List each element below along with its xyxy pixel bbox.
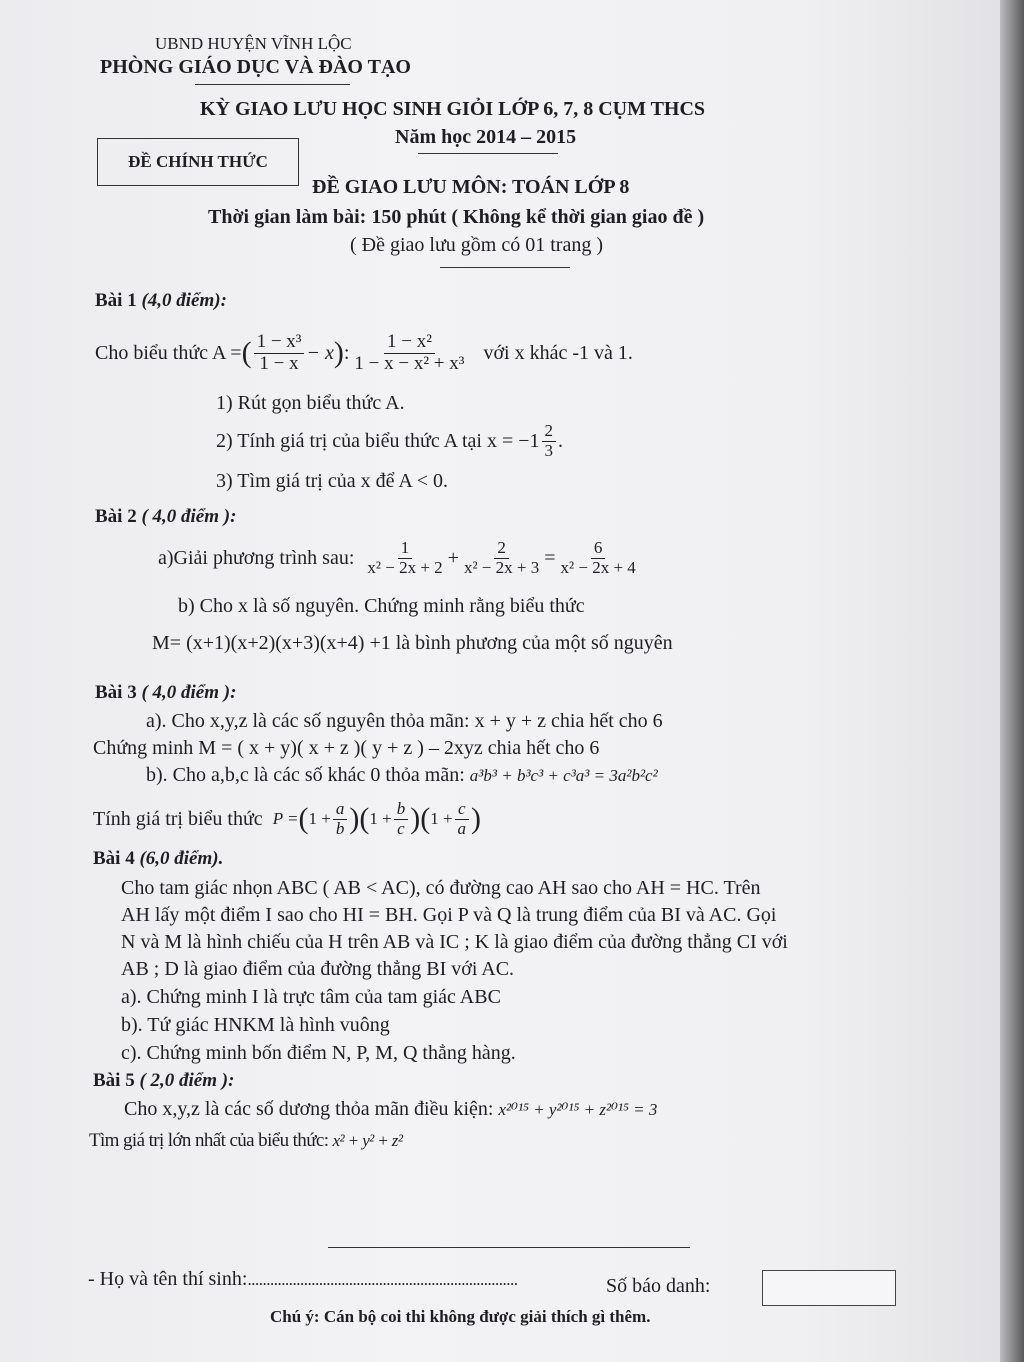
mixed-fraction (542, 422, 557, 460)
bai1-points: (4,0 điểm): (141, 290, 227, 311)
p-paren-open-2: ( (359, 802, 370, 835)
page-count: ( Đề giao lưu gồm có 01 trang ) (350, 234, 603, 256)
p2-num: b (394, 800, 409, 820)
divide-sign: : (343, 341, 350, 364)
background-edge (1000, 0, 1024, 1362)
subject: ĐỀ GIAO LƯU MÔN: TOÁN LỚP 8 (312, 176, 630, 198)
p-paren-close-3: ) (471, 802, 482, 835)
f2-numerator: 1 − x² (384, 332, 435, 354)
left-paren: ( (241, 336, 252, 369)
bai2-b2: M= (x+1)(x+2)(x+3)(x+4) +1 là bình phương của một số nguyên (152, 632, 673, 654)
bai2-b1: b) Cho x là số nguyên. Chứng minh rằng biểu thức (178, 595, 585, 617)
minus-x: − x (306, 341, 334, 364)
p-frac-1 (333, 800, 348, 838)
p-label: P = (272, 809, 299, 828)
authority: UBND HUYỆN VĨNH LỘC (155, 34, 352, 53)
eq-n1: 1 (398, 539, 413, 559)
p-term-1: 1 + (308, 809, 331, 828)
bai3-a1: a). Cho x,y,z là các số nguyên thỏa mãn: x + y + z chia hết cho 6 (146, 710, 663, 732)
eq-fraction-3 (558, 539, 639, 577)
official-label: ĐỀ CHÍNH THỨC (128, 152, 268, 171)
p-paren-open-1: ( (298, 802, 309, 835)
bai3-title: Bài 3 (95, 682, 137, 703)
bai1-q2 (216, 418, 563, 464)
bai3-points: ( 4,0 điểm ): (141, 682, 237, 703)
eq-n2: 2 (494, 539, 509, 559)
bai2-heading (95, 506, 236, 528)
fraction-2 (351, 332, 467, 375)
footer-note: Chú ý: Cán bộ coi thi không được giải thích gì thêm. (270, 1307, 651, 1326)
eq-n3: 6 (591, 539, 606, 559)
bai1-heading (95, 290, 227, 312)
bai5-points: ( 2,0 điểm ): (139, 1070, 235, 1091)
p2-den: c (397, 818, 405, 838)
exam-title: KỲ GIAO LƯU HỌC SINH GIỎI LỚP 6, 7, 8 CỤM THCS (200, 98, 706, 120)
bai5-l2-text: Tìm giá trị lớn nhất của biểu thức: (89, 1130, 329, 1151)
p-frac-2 (394, 800, 409, 838)
p-paren-open-3: ( (420, 802, 431, 835)
bai3-heading (95, 682, 236, 704)
bai3-a2: Chứng minh M = ( x + y)( x + z )( y + z ) – 2xyz chia hết cho 6 (93, 737, 600, 759)
bai4-line-3: N và M là hình chiếu của H trên AB và IC ; K là giao điểm của đường thẳng CI với (121, 931, 788, 953)
eq-fraction-2 (461, 539, 542, 577)
p3-den: a (457, 818, 467, 838)
bai4-b: b). Tứ giác HNKM là hình vuông (121, 1014, 390, 1036)
bai4-title: Bài 4 (93, 848, 135, 869)
name-label: - Họ và tên thí sinh: (88, 1268, 248, 1290)
candidate-number-box (762, 1270, 896, 1306)
bai3-b1 (146, 764, 658, 787)
period: . (558, 429, 564, 452)
bai4-c: c). Chứng minh bốn điểm N, P, M, Q thẳng hàng. (121, 1042, 516, 1064)
bai5-line-1 (124, 1098, 657, 1121)
department: PHÒNG GIÁO DỤC VÀ ĐÀO TẠO (100, 56, 411, 78)
bai2-equation (158, 532, 641, 584)
bai4-a: a). Chứng minh I là trực tâm của tam giác ABC (121, 986, 501, 1008)
bai5-l1-text: Cho x,y,z là các số dương thỏa mãn điều kiện: (124, 1098, 494, 1120)
bai4-points: (6,0 điểm). (139, 848, 224, 869)
bai1-condition: với x khác -1 và 1. (483, 341, 633, 364)
bai4-line-2: AH lấy một điểm I sao cho HI = BH. Gọi P và Q là trung điểm của BI và AC. Gọi (121, 904, 777, 926)
bai4-line-4: AB ; D là giao điểm của đường thẳng BI với AC. (121, 958, 515, 980)
p3-num: c (455, 800, 469, 820)
bai5-title: Bài 5 (93, 1070, 135, 1091)
p1-num: a (333, 800, 348, 820)
p-paren-close-1: ) (349, 802, 360, 835)
p-paren-close-2: ) (410, 802, 421, 835)
equals-sign: = (544, 546, 556, 569)
f1-denominator: 1 − x (259, 352, 299, 374)
eq-fraction-1 (364, 539, 445, 577)
bai5-condition: x²⁰¹⁵ + y²⁰¹⁵ + z²⁰¹⁵ = 3 (498, 1100, 658, 1119)
q2-numerator: 2 (542, 422, 557, 442)
right-paren: ) (333, 336, 344, 369)
bai3-b1-equation: a³b³ + b³c³ + c³a³ = 3a²b²c² (469, 766, 658, 785)
time-limit: Thời gian làm bài: 150 phút ( Không kể thời gian giao đề ) (208, 206, 705, 228)
bai1-q1: 1) Rút gọn biểu thức A. (216, 392, 405, 414)
p-frac-3 (455, 800, 470, 838)
bai5-expression: x² + y² + z² (332, 1131, 403, 1150)
p-term-2: 1 + (369, 809, 392, 828)
p-term-3: 1 + (430, 809, 453, 828)
f1-numerator: 1 − x³ (254, 332, 305, 354)
bai4-heading (93, 848, 223, 870)
bai2-points: ( 4,0 điểm ): (141, 506, 237, 527)
bai1-q3: 3) Tìm giá trị của x để A < 0. (216, 470, 448, 492)
eq-d3: x² − 2x + 4 (560, 557, 636, 577)
bai3-b2 (93, 792, 481, 846)
plus-sign: + (447, 546, 459, 569)
year-underline (418, 153, 558, 154)
bai1-title: Bài 1 (95, 290, 137, 311)
sbd-label: Số báo danh: (606, 1275, 711, 1297)
name-dots: ........................................................................ (247, 1270, 518, 1289)
fraction-1 (254, 332, 305, 375)
bai4-line-1: Cho tam giác nhọn ABC ( AB < AC), có đường cao AH sao cho AH = HC. Trên (121, 877, 761, 899)
bai1-expression (95, 318, 633, 388)
p1-den: b (335, 818, 345, 838)
end-line (328, 1247, 690, 1248)
bai3-b2-text: Tính giá trị biểu thức (93, 807, 263, 830)
candidate-name (88, 1268, 517, 1291)
q2-denominator: 3 (544, 440, 554, 460)
eq-d2: x² − 2x + 3 (463, 557, 540, 577)
official-box (97, 138, 299, 186)
pages-underline (440, 267, 570, 268)
dept-underline (195, 84, 350, 85)
bai2-a-intro: a)Giải phương trình sau: (158, 546, 355, 569)
bai3-b1-text: b). Cho a,b,c là các số khác 0 thỏa mãn: (146, 764, 465, 786)
school-year: Năm học 2014 – 2015 (395, 126, 577, 148)
bai2-title: Bài 2 (95, 506, 137, 527)
eq-d1: x² − 2x + 2 (367, 557, 443, 577)
bai5-heading (93, 1070, 234, 1092)
f2-denominator: 1 − x − x² + x³ (354, 352, 465, 374)
bai1-intro: Cho biểu thức A = (95, 341, 242, 364)
bai1-q2-text: 2) Tính giá trị của biểu thức A tại x = −1 (216, 429, 540, 452)
bai5-line-2 (89, 1130, 402, 1152)
